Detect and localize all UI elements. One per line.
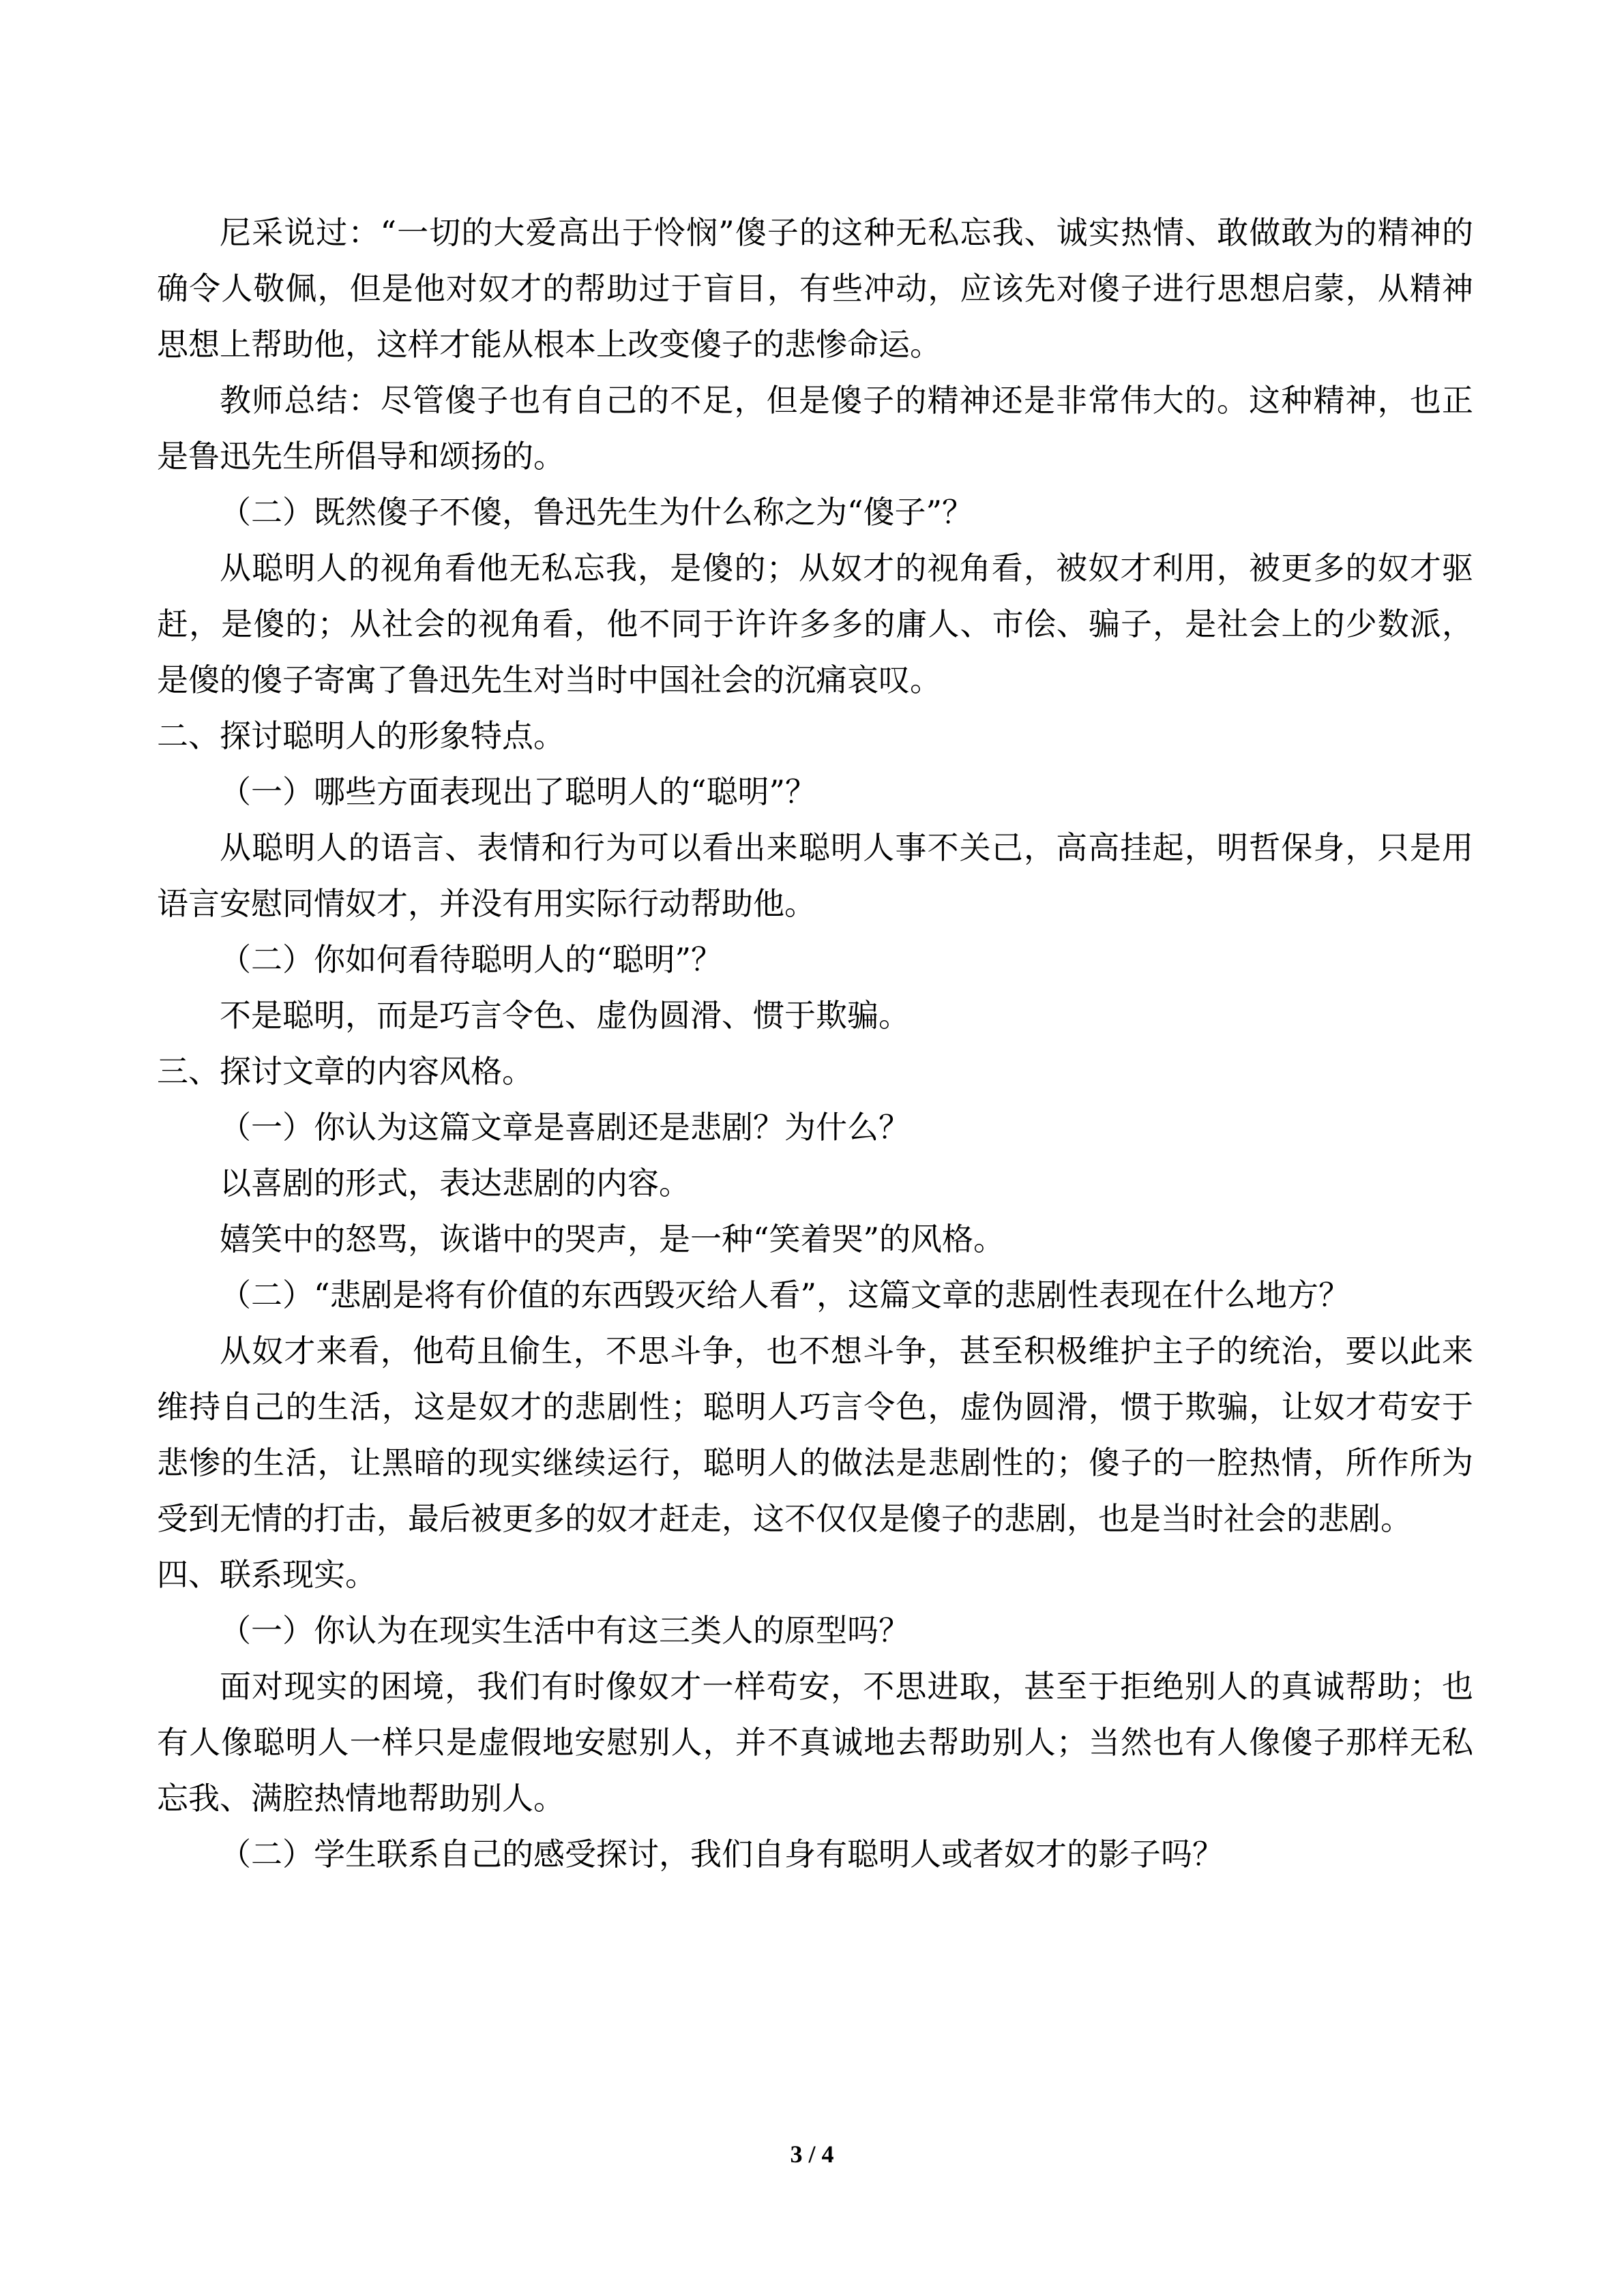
- paragraph-teacher-summary: 教师总结：尽管傻子也有自己的不足，但是傻子的精神还是非常伟大的。这种精神，也正是鲁迅先生所倡导和颂扬的。: [157, 382, 1473, 475]
- paragraph-fool-perspectives: 从聪明人的视角看他无私忘我，是傻的；从奴才的视角看，被奴才利用，被更多的奴才驱赶，是傻的；从社会的视角看，他不同于许许多多的庸人、市侩、骗子，是社会上的少数派，是傻的傻子寄寓了鲁迅先生对当时中国社会的沉痛哀叹。: [157, 550, 1473, 698]
- question-why-called-fool: （二）既然傻子不傻，鲁迅先生为什么称之为“傻子”？: [220, 494, 974, 531]
- section-heading-3: 三、探讨文章的内容风格。: [157, 1053, 533, 1090]
- paragraph-laughing-crying: 嬉笑中的怒骂，诙谐中的哭声，是一种“笑着哭”的风格。: [220, 1221, 1005, 1257]
- paragraph-real-life-analysis: 面对现实的困境，我们有时像奴才一样苟安，不思进取，甚至于拒绝别人的真诚帮助；也有人像聪明人一样只是虚假地安慰别人，并不真诚地去帮助别人；当然也有人像傻子那样无私忘我、满腔热情地帮助别人。: [157, 1668, 1473, 1817]
- paragraph-clever-behavior: 从聪明人的语言、表情和行为可以看出来聪明人事不关己，高高挂起，明哲保身，只是用语言安慰同情奴才，并没有用实际行动帮助他。: [157, 829, 1473, 922]
- question-comedy-or-tragedy: （一）你认为这篇文章是喜剧还是悲剧？为什么？: [220, 1109, 910, 1146]
- question-tragedy-manifest: （二）“悲剧是将有价值的东西毁灭给人看”，这篇文章的悲剧性表现在什么地方？: [220, 1277, 1350, 1313]
- question-view-clever: （二）你如何看待聪明人的“聪明”？: [220, 941, 723, 978]
- section-heading-2: 二、探讨聪明人的形象特点。: [157, 717, 565, 754]
- question-self-reflection: （二）学生联系自己的感受探讨，我们自身有聪明人或者奴才的影子吗？: [220, 1836, 1224, 1873]
- section-heading-4: 四、联系现实。: [157, 1556, 377, 1593]
- paragraph-nietzsche-quote: 尼采说过：“一切的大爱高出于怜悯”傻子的这种无私忘我、诚实热情、敢做敢为的精神的确令人敬佩，但是他对奴才的帮助过于盲目，有些冲动，应该先对傻子进行思想启蒙，从精神思想上帮助他，这样才能从根本上改变傻子的悲惨命运。: [157, 214, 1473, 363]
- paragraph-comedy-form: 以喜剧的形式，表达悲剧的内容。: [220, 1165, 690, 1202]
- question-real-life-archetypes: （一）你认为在现实生活中有这三类人的原型吗？: [220, 1612, 910, 1649]
- page-number: 3 / 4: [790, 2141, 834, 2168]
- question-clever-aspects: （一）哪些方面表现出了聪明人的“聪明”？: [220, 773, 817, 810]
- document-body: [157, 205, 1473, 1882]
- paragraph-tragedy-analysis: 从奴才来看，他苟且偷生，不思斗争，也不想斗争，甚至积极维护主子的统治，要以此来维持自己的生活，这是奴才的悲剧性；聪明人巧言令色，虚伪圆滑，惯于欺骗，让奴才苟安于悲惨的生活，让黑暗的现实继续运行，聪明人的做法是悲剧性的；傻子的一腔热情，所作所为受到无情的打击，最后被更多的奴才赶走，这不仅仅是傻子的悲剧，也是当时社会的悲剧。: [157, 1332, 1473, 1537]
- paragraph-not-clever: 不是聪明，而是巧言令色、虚伪圆滑、惯于欺骗。: [220, 997, 910, 1034]
